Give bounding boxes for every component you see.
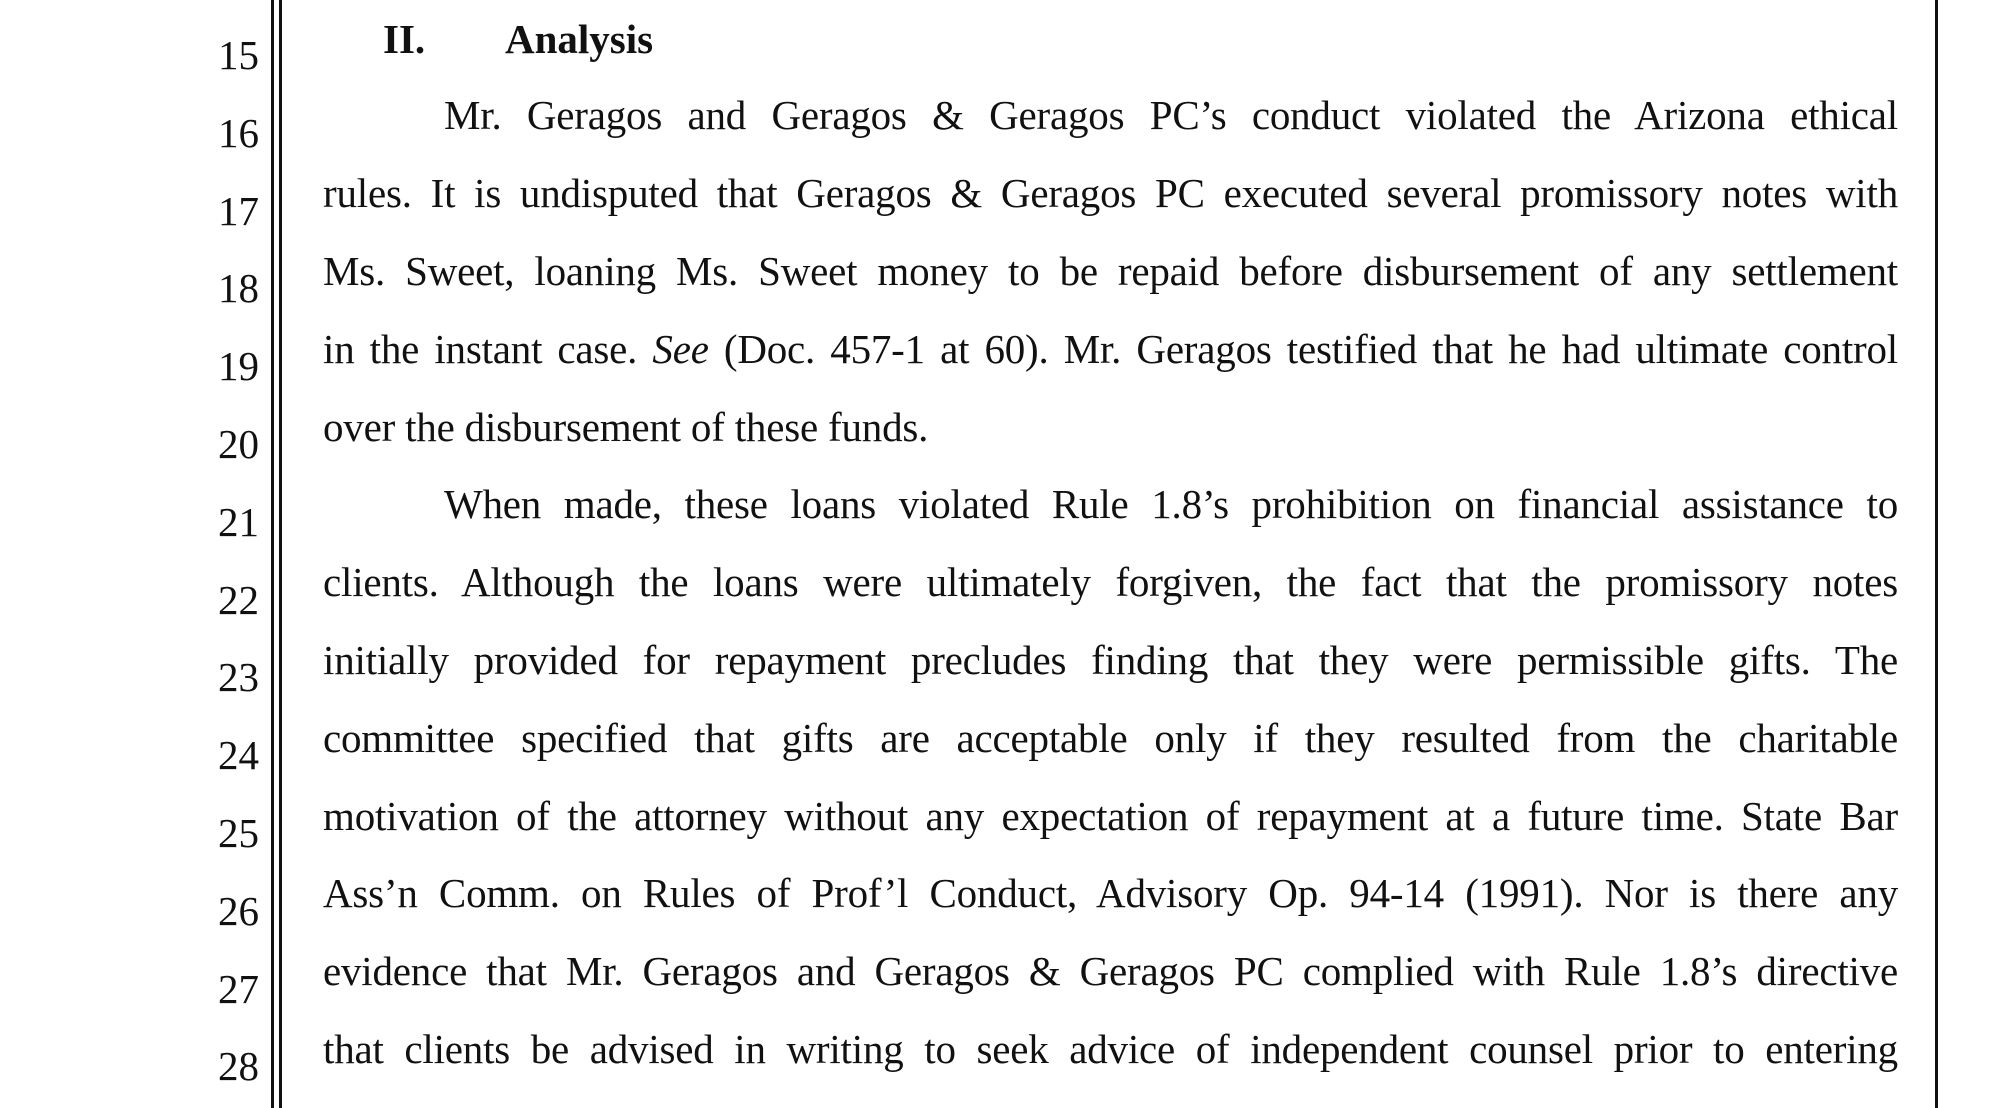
left-margin-rule-inner <box>279 0 282 1108</box>
section-number: II. <box>383 16 426 62</box>
line-number: 17 <box>218 188 259 234</box>
line-number: 16 <box>218 110 259 156</box>
right-margin-rule <box>1935 0 1938 1108</box>
section-title: Analysis <box>505 16 654 62</box>
text-segment: in the instant case. <box>323 326 653 372</box>
line-number: 15 <box>218 32 259 78</box>
left-margin-rule-outer <box>271 0 274 1108</box>
text-segment: (Doc. 457-1 at 60). Mr. Geragos testified that he had ultimate control <box>708 326 1898 372</box>
paragraph2-line: committee specified that gifts are acceptable only if they resulted from the charitable <box>323 715 1898 761</box>
paragraph1-line-citation <box>323 324 1898 374</box>
paragraph2-line: initially provided for repayment precludes finding that they were permissible gifts. The <box>323 637 1898 683</box>
line-number: 20 <box>218 421 259 467</box>
line-number: 23 <box>218 654 259 700</box>
line-number: 28 <box>218 1043 259 1089</box>
line-number: 25 <box>218 810 259 856</box>
paragraph2-line: When made, these loans violated Rule 1.8’s prohibition on financial assistance to <box>444 481 1898 527</box>
line-number: 26 <box>218 888 259 934</box>
paragraph1-line: Mr. Geragos and Geragos & Geragos PC’s conduct violated the Arizona ethical <box>444 92 1898 138</box>
paragraph2-line: evidence that Mr. Geragos and Geragos & Geragos PC complied with Rule 1.8’s directive <box>323 948 1898 994</box>
line-number: 27 <box>218 966 259 1012</box>
line-number: 21 <box>218 499 259 545</box>
line-number: 19 <box>218 343 259 389</box>
line-number: 24 <box>218 732 259 778</box>
paragraph1-last-line: over the disbursement of these funds. <box>323 404 929 450</box>
paragraph2-line: motivation of the attorney without any expectation of repayment at a future time. State Bar <box>323 793 1898 839</box>
italic-signal-see: See <box>652 326 709 372</box>
paragraph2-line: Ass’n Comm. on Rules of Prof’l Conduct, Advisory Op. 94-14 (1991). Nor is there any <box>323 870 1898 916</box>
line-number: 22 <box>218 577 259 623</box>
line-number: 18 <box>218 265 259 311</box>
paragraph1-line: rules. It is undisputed that Geragos & Geragos PC executed several promissory notes with <box>323 170 1898 216</box>
paragraph1-line: Ms. Sweet, loaning Ms. Sweet money to be repaid before disbursement of any settlement <box>323 248 1898 294</box>
paragraph2-line: clients. Although the loans were ultimately forgiven, the fact that the promissory notes <box>323 559 1898 605</box>
paragraph2-line: that clients be advised in writing to seek advice of independent counsel prior to entering <box>323 1026 1898 1072</box>
